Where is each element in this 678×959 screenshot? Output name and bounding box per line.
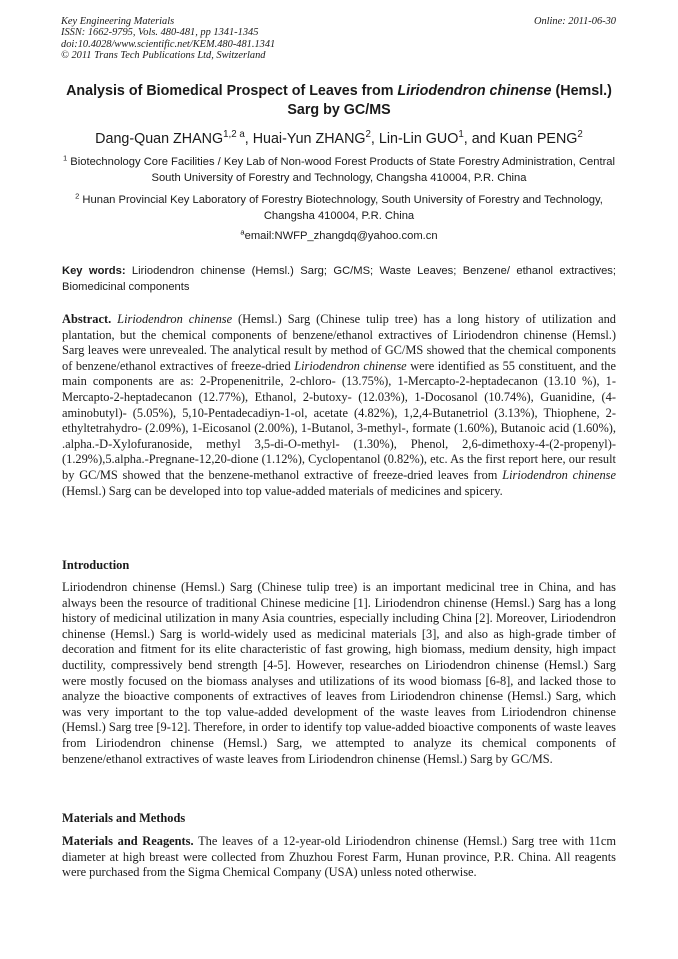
- doi-line: doi:10.4028/www.scientific.net/KEM.480-481.1341: [61, 38, 276, 50]
- abstract-text-1: (Hemsl.) Sarg (Chinese tulip tree) has a long history of utilization and plantation, but the chemical components of benzene/ethanol extractives of Liriodendron chinense (Hemsl.) Sarg leaves were unrevealed. The analytical result by method of GC/MS showed that the chemical components of benzene/ethanol extractives of freeze-dried: [62, 312, 617, 373]
- author-name: Dang-Quan ZHANG: [95, 131, 224, 147]
- keywords-text: Liriodendron chinense (Hemsl.) Sarg; GC/MS; Waste Leaves; Benzene/ ethanol extractives; Biomedicinal components: [62, 265, 616, 293]
- author-affiliation-mark: 2: [365, 129, 371, 141]
- methods-subheading: Materials and Reagents.: [62, 834, 194, 848]
- abstract-species: Liriodendron chinense: [502, 467, 617, 482]
- affiliation-1: [52, 155, 626, 187]
- paper-title: [50, 82, 628, 120]
- title-part1: Analysis of Biomedical Prospect of Leaves from: [66, 83, 398, 99]
- title-species: Liriodendron chinense: [397, 83, 552, 99]
- email-mark: a: [240, 227, 245, 237]
- copyright-line: © 2011 Trans Tech Publications Ltd, Switzerland: [61, 50, 266, 62]
- author-affiliation-mark: 1,2 a: [223, 129, 245, 141]
- methods-heading: Materials and Methods: [62, 811, 186, 825]
- online-date: Online: 2011-06-30: [533, 16, 616, 27]
- issn-line: ISSN: 1662-9795, Vols. 480-481, pp 1341-1345: [61, 27, 259, 39]
- abstract-text-3: (Hemsl.) Sarg can be developed into top value-added materials of medicines and spicery.: [62, 483, 503, 498]
- abstract-label: Abstract.: [62, 312, 112, 326]
- author-name: Huai-Yun ZHANG: [252, 131, 366, 147]
- email-address[interactable]: NWFP_zhangdq@yahoo.com.cn: [274, 230, 438, 242]
- author-affiliation-mark: 1: [458, 129, 464, 141]
- introduction-heading: Introduction: [62, 558, 130, 572]
- affiliation-number: 1: [62, 153, 68, 163]
- methods-paragraph: The leaves of a 12-year-old Liriodendron chinense (Hemsl.) Sarg tree with 11cm diameter at high breast were collected from Zhuzhou Forest Farm, Hunan province, P.R. China. All reagents were purchased from the Sigma Chemical Company (USA) unless noted otherwise.: [62, 834, 616, 880]
- title-part2: (Hemsl.) Sarg by GC/MS: [287, 83, 612, 118]
- affiliation-text: Biotechnology Core Facilities / Key Lab of Non-wood Forest Products of State Forestry Administration, Central South University of Forestry and Technology, Changsha 410004, P.R. China: [67, 156, 616, 184]
- keywords-label: Key words:: [62, 265, 126, 277]
- author-separator: ,: [244, 131, 253, 147]
- author-name: Kuan PENG: [499, 131, 578, 147]
- abstract-species: Liriodendron chinense: [117, 312, 233, 326]
- author-list: [40, 130, 638, 148]
- affiliation-number: 2: [75, 191, 80, 201]
- journal-name: Key Engineering Materials: [61, 16, 175, 27]
- author-separator: ,: [370, 131, 379, 147]
- author-affiliation-mark: 2: [577, 129, 583, 141]
- email-label: email:: [244, 230, 275, 242]
- abstract: [62, 312, 616, 499]
- introduction-text: Liriodendron chinense (Hemsl.) Sarg (Chinese tulip tree) is an important medicinal tree in China, and has always been the resource of traditional Chinese medicine [1]. Liriodendron chinense (Hemsl.) Sarg has a long history of medicinal utilization in many Asia countries, especially including China [2]. Moreover, Liriodendron chinense (Hemsl.) Sarg is world-widely used as medicinal materials [3], and also as high-grade timber of decoration and fitment for its elite characteristic of fast growing, high biomass, medium density, high impact ductility, compressively bend strength [4-5]. However, researches on Liriodendron chinense (Hemsl.) Sarg were mostly focused on the biomass analyses and utilizations of its wood biomass [6-8], and lacked those to analyze the bioactive components of extractives of leaves from Liriodendron chinense (Hemsl.) Sarg, which was very important to the top value-added development of the waste leaves from Liriodendron chinense (Hemsl.) Sarg tree [9-12]. Therefore, in order to identify top value-added bioactive components of waste leaves from Liriodendron chinense (Hemsl.) Sarg, we attempted to analyze its chemical components of benzene/ethanol extractives of waste leaves from Liriodendron chinense (Hemsl.) Sarg by GC/MS.: [62, 580, 616, 766]
- methods-text: [62, 834, 616, 881]
- corresponding-email: [52, 229, 626, 243]
- journal-header: [61, 16, 275, 62]
- abstract-text-2: were identified as 55 constituent, and the main components are as: 2-Propenenitrile, 2-chloro- (13.75%), 1-Mercapto-2-heptadecanon (13.10 %), 1-Mercapto-2-heptadecanon (12.77%), Ethanol, 2-butoxy- (12.03%), 1-Docosanol (10.74%), Guanidine, (4-aminobutyl)- (5.05%), 5,10-Pentadecadiyn-1-ol, acetate (4.82%), 1,2,4-Butanetriol (3.13%), Thiophene, 2-ethyltetrahydro- (2.09%), 1-Eicosanol (2.00%), 1-Butanol, 3-methyl-, formate (1.60%), Butanoic acid (1.60%), .alpha.-D-Xylofuranoside, methyl 3,5-di-O-methyl- (1.30%), Phenol, 2,6-dimethoxy-4-(2-propenyl)- (1.29%),5.alpha.-Pregnane-12,20-dione (1.12%), Cyclopentanol (0.82%), etc. As the first report here, our result by GC/MS showed that the benzene-methanol extractive of freeze-dried leaves from: [62, 358, 617, 482]
- author-name: Lin-Lin GUO: [378, 131, 459, 147]
- keywords: [62, 264, 616, 295]
- author-separator: , and: [463, 131, 500, 147]
- affiliation-text: Hunan Provincial Key Laboratory of Forestry Biotechnology, South University of Forestry and Technology, Changsha 410004, P.R. China: [79, 194, 603, 222]
- affiliation-2: [52, 193, 626, 225]
- abstract-species: Liriodendron chinense: [294, 358, 407, 373]
